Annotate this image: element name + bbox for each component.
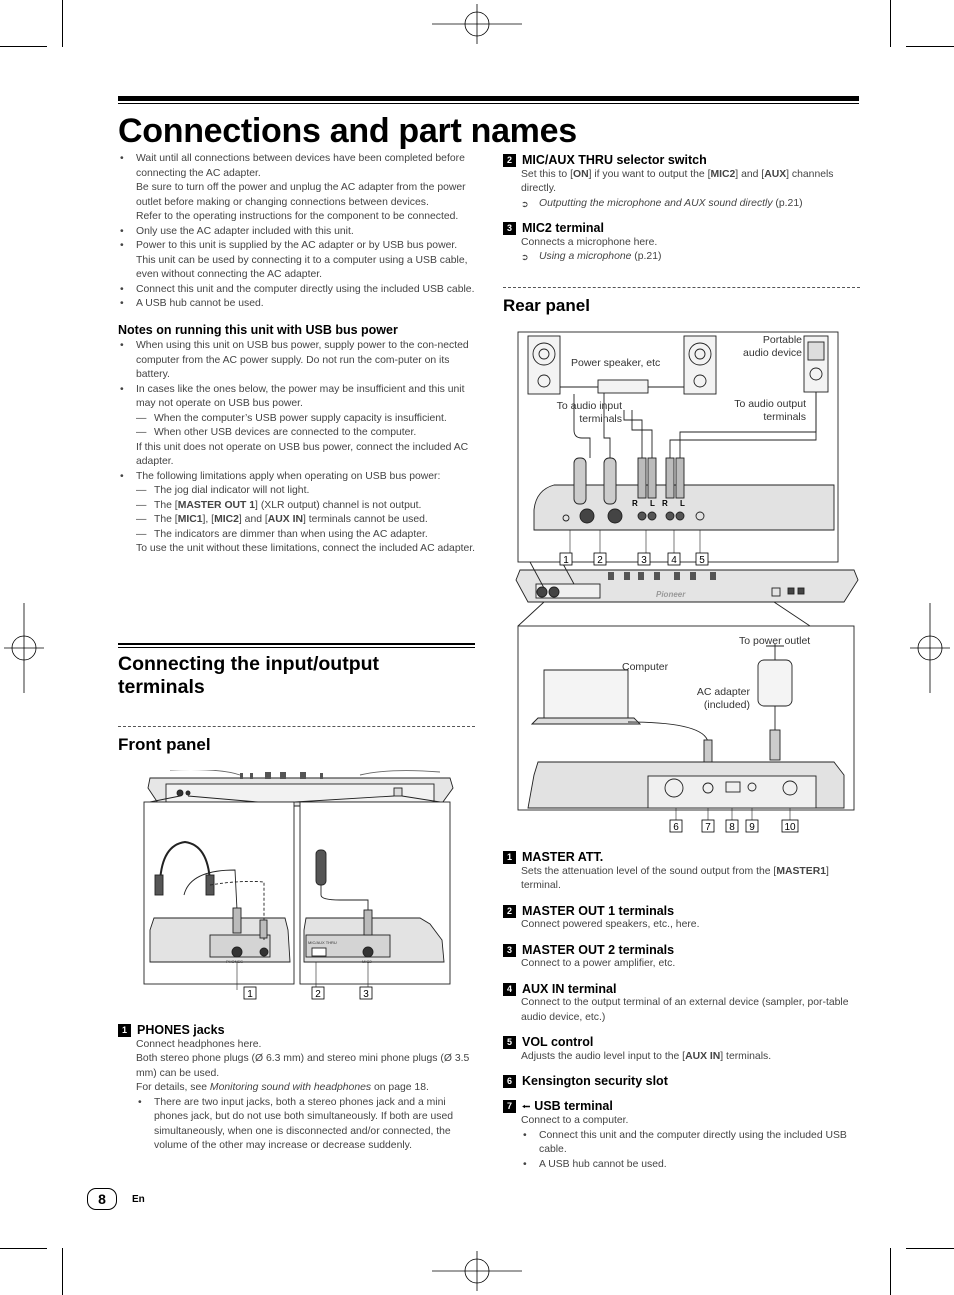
front-small-label: MIC/AUX THRU	[308, 940, 337, 945]
usb-bullet: • Connect this unit and the computer directly using the included USB cable.	[521, 1129, 861, 1158]
plug-letter: L	[650, 499, 655, 508]
callout-6: 6	[673, 822, 679, 833]
usb-icon: ⭪	[522, 1100, 531, 1113]
item-heading: 2 MASTER OUT 1 terminals	[503, 904, 861, 919]
front-small-label: MIC2	[362, 959, 372, 964]
item-heading: 4 AUX IN terminal	[503, 982, 861, 997]
page-number-badge: 8	[87, 1188, 117, 1210]
intro-cont: Be sure to turn off the power and unplug the AC adapter from the power outlet before making or changing connections between devices.	[136, 182, 466, 208]
phones-text: Connect headphones here.	[136, 1038, 262, 1050]
limitation: — The [MIC1], [MIC2] and [AUX IN] terminals cannot be used.	[136, 513, 476, 528]
intro-cont: Refer to the operating instructions for the component to be connected.	[136, 211, 459, 222]
title-rule-thin	[118, 103, 859, 104]
intro-bullet: • Only use the AC adapter included with this unit.	[118, 225, 476, 240]
notes-bullet: • In cases like the ones below, the power may be insufficient and this unit may not operate on USB bus power. — When the computer’s USB power supply capacity is insufficient. — When other USB devices are connected to the computer. If this unit does not operate on USB bus power, connect the included AC adapter.	[118, 383, 476, 470]
item-body: Adjusts the audio level input to the [AUX IN] terminals.	[521, 1050, 772, 1062]
notes-dash: — When the computer’s USB power supply capacity is insufficient.	[136, 412, 476, 427]
intro-cont: This unit can be used by connecting it to a computer using a USB cable, even without connecting the AC adapter.	[136, 254, 468, 280]
callout-10: 10	[784, 822, 796, 833]
intro-bullet: • A USB hub cannot be used.	[118, 297, 476, 312]
intro-bullet: • Wait until all connections between devices have been completed before connecting the AC adapter. Be sure to turn off the power and unplug the AC adapter from the power outlet before making or changing connections between devices. Refer to the operating instructions for the component to be connected.	[118, 152, 476, 225]
section-heading: Connecting the input/output terminals	[118, 653, 380, 698]
rear-panel-heading: Rear panel	[503, 296, 590, 315]
notes-bullet: • When using this unit on USB bus power, supply power to the con-nected computer from the AC power supply. Do not run the com-puter on its battery.	[118, 339, 476, 383]
callout-9: 9	[749, 822, 755, 833]
right-top	[503, 153, 861, 265]
front-small-label: PHONES	[226, 959, 243, 964]
mic-aux-body: Set this to [ON] if you want to output the [MIC2] and [AUX] channels directly. ➲ Outputting the microphone and AUX sound directly (p.21)	[521, 168, 861, 212]
mic-aux-heading: 2 MIC/AUX THRU selector switch	[503, 153, 861, 168]
section-rule	[118, 643, 475, 645]
item-body: Sets the attenuation level of the sound output from the [MASTER1] terminal.	[521, 865, 829, 891]
item-body: Connect to a computer. • Connect this unit and the computer directly using the included USB cable. • A USB hub cannot be used.	[521, 1114, 861, 1172]
callout-8: 8	[729, 822, 735, 833]
brand-logo: Pioneer	[656, 590, 686, 599]
callout-1: 1	[247, 989, 253, 1000]
mic2-heading: 3 MIC2 terminal	[503, 221, 861, 236]
label-portable: Portable audio device	[743, 334, 802, 359]
notes-cont: If this unit does not operate on USB bus power, connect the included AC adapter.	[136, 441, 469, 467]
plug-letter: L	[680, 499, 685, 508]
limitation: — The [MASTER OUT 1] (XLR output) channel is not output.	[136, 499, 476, 514]
left-column	[118, 152, 476, 557]
item-heading: 5 VOL control	[503, 1035, 861, 1050]
item-body: Connect to a power amplifier, etc.	[521, 958, 676, 969]
label-to-outlet: To power outlet	[739, 635, 811, 647]
label-computer: Computer	[622, 661, 669, 673]
label-to-output: To audio output terminals	[734, 398, 806, 423]
phones-section	[118, 1023, 476, 1154]
front-panel-figure	[140, 770, 460, 1005]
item-heading: 1 MASTER ATT.	[503, 850, 861, 865]
notes-dash: — When other USB devices are connected to the computer.	[136, 426, 476, 441]
limitation: — The indicators are dimmer than when using the AC adapter.	[136, 528, 476, 543]
limitation: — The jog dial indicator will not light.	[136, 484, 476, 499]
dashed-divider	[118, 726, 475, 727]
plug-letter: R	[632, 499, 638, 508]
rear-callouts-bottom	[670, 820, 798, 833]
label-to-input: To audio input terminals	[556, 400, 622, 425]
label-power-speaker: Power speaker, etc	[571, 357, 661, 369]
phones-text: For details, see Monitoring sound with headphones on page 18.	[136, 1082, 429, 1093]
intro-bullet: • Connect this unit and the computer directly using the included USB cable.	[118, 283, 476, 298]
title-rule	[118, 96, 859, 101]
phones-text: Both stereo phone plugs (Ø 6.3 mm) and stereo mini phone plugs (Ø 3.5 mm) can be used.	[136, 1053, 470, 1079]
callout-5: 5	[699, 555, 705, 566]
callout-7: 7	[705, 822, 711, 833]
callout-2: 2	[597, 555, 603, 566]
language-label: En	[132, 1194, 145, 1205]
mic2-body: Connects a microphone here. ➲ Using a microphone (p.21)	[521, 236, 861, 265]
label-ac-adapter: AC adapter (included)	[696, 686, 750, 711]
item-body: Connect powered speakers, etc., here.	[521, 919, 700, 930]
rear-panel-figure	[514, 330, 860, 835]
usb-bullet: • A USB hub cannot be used.	[521, 1158, 861, 1173]
phones-heading: 1 PHONES jacks	[118, 1023, 476, 1038]
callout-2: 2	[315, 989, 321, 1000]
page-title: Connections and part names	[118, 112, 577, 150]
item-heading: 3 MASTER OUT 2 terminals	[503, 943, 861, 958]
callout-1: 1	[563, 555, 569, 566]
notes-bullet: • The following limitations apply when operating on USB bus power: — The jog dial indicator will not light. — The [MASTER OUT 1] (XLR output) channel is not output. — The [MIC1], [MIC2] and [AUX IN] terminals cannot be used. — The indicators are dimmer than when using the AC adapter. To use the unit without these limitations, connect the included AC adapter.	[118, 470, 476, 557]
callout-4: 4	[671, 555, 677, 566]
dashed-divider	[503, 287, 860, 288]
callout-3: 3	[363, 989, 369, 1000]
front-callouts	[244, 987, 372, 1000]
callout-3: 3	[641, 555, 647, 566]
intro-bullet: • Power to this unit is supplied by the AC adapter or by USB bus power. This unit can be used by connecting it to a computer using a USB cable, even without connecting the AC adapter.	[118, 239, 476, 283]
notes-cont: To use the unit without these limitations, connect the included AC adapter.	[136, 543, 476, 554]
rear-items	[503, 850, 861, 1172]
section-rule-thin	[118, 647, 475, 648]
item-heading: 6 Kensington security slot	[503, 1074, 861, 1089]
item-heading: 7 ⭪ USB terminal	[503, 1099, 861, 1115]
front-panel-heading: Front panel	[118, 735, 211, 754]
phones-bullet: • There are two input jacks, both a stereo phones jack and a mini phones jack, but do not use both simultaneously. If both are used simultaneously, when one is disconnected and/or connected, the volume of the other may increase or decrease suddenly.	[136, 1096, 476, 1154]
item-body: Connect to the output terminal of an external device (sampler, por-table audio device, etc.)	[521, 997, 849, 1023]
notes-heading: Notes on running this unit with USB bus power	[118, 322, 398, 337]
plug-letter: R	[662, 499, 668, 508]
